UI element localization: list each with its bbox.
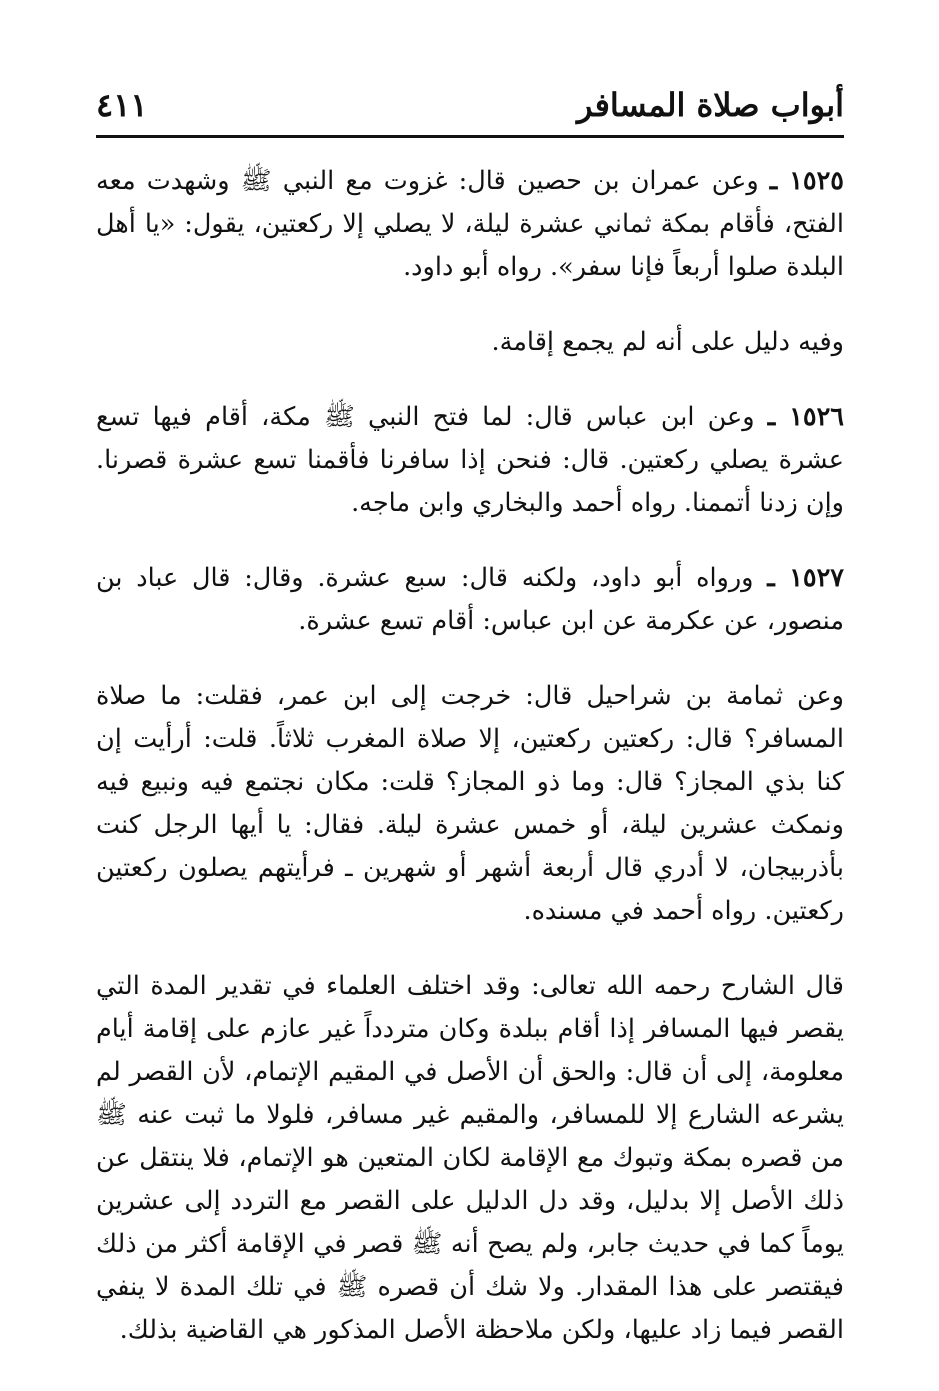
chapter-title: أبواب صلاة المسافر (576, 86, 844, 124)
note-text: وفيه دليل على أنه لم يجمع إقامة. (491, 327, 844, 357)
running-header (96, 84, 844, 138)
hadith-1526 (96, 396, 844, 525)
page-number: ٤١١ (96, 86, 148, 124)
commentary-text: قال الشارح رحمه الله تعالى: وقد اختلف العلماء في تقدير المدة التي يقصر فيها المسافر إذا أقام ببلدة وكان متردداً غير عازم على إقامة أيام معلومة، إلى أن قال: والحق أن الأصل في المقيم الإتمام، لأن القصر لم يشرعه الشارع إلا للمسافر، والمقيم غير مسافر، فلولا ما ثبت عنه ﷺ من قصره بمكة وتبوك مع الإقامة لكان المتعين هو الإتمام، فلا ينتقل عن ذلك الأصل إلا بدليل، وقد دل الدليل على القصر مع التردد إلى عشرين يوماً كما في حديث جابر، ولم يصح أنه ﷺ قصر في الإقامة أكثر من ذلك فيقتصر على هذا المقدار. ولا شك أن قصره ﷺ في تلك المدة لا ينفي القصر فيما زاد عليها، ولكن ملاحظة الأصل المذكور هي القاضية بذلك. (96, 971, 844, 1345)
commentary-paragraph (96, 965, 844, 1352)
commentary-note (96, 321, 844, 364)
thumama-narration (96, 675, 844, 933)
hadith-text: ورواه أبو داود، ولكنه قال: سبع عشرة. وقال: قال عباد بن منصور، عن عكرمة عن ابن عباس: أقام تسع عشرة. (96, 563, 844, 636)
hadith-number: ١٥٢٦ ـ (767, 402, 844, 432)
hadith-number: ١٥٢٧ ـ (767, 563, 844, 593)
narration-text: وعن ثمامة بن شراحيل قال: خرجت إلى ابن عمر، فقلت: ما صلاة المسافر؟ قال: ركعتين ركعتين، إلا صلاة المغرب ثلاثاً. قلت: أرأيت إن كنا بذي المجاز؟ قال: وما ذو المجاز؟ قلت: مكان نجتمع فيه ونبيع فيه ونمكث عشرين ليلة، أو خمس عشرة ليلة. فقال: يا أيها الرجل كنت بأذربيجان، لا أدري قال أربعة أشهر أو شهرين ـ فرأيتهم يصلون ركعتين ركعتين. رواه أحمد في مسنده. (96, 681, 844, 926)
body-text (96, 160, 844, 1352)
hadith-1525 (96, 160, 844, 289)
hadith-text: وعن ابن عباس قال: لما فتح النبي ﷺ مكة، أقام فيها تسع عشرة يصلي ركعتين. قال: فنحن إذا سافرنا فأقمنا تسع عشرة قصرنا. وإن زدنا أتممنا. رواه أحمد والبخاري وابن ماجه. (96, 402, 844, 518)
hadith-1527 (96, 557, 844, 643)
header-rule (96, 135, 844, 138)
hadith-text: وعن عمران بن حصين قال: غزوت مع النبي ﷺ وشهدت معه الفتح، فأقام بمكة ثماني عشرة ليلة، لا يصلي إلا ركعتين، يقول: «يا أهل البلدة صلوا أربعاً فإنا سفر». رواه أبو داود. (96, 166, 844, 282)
hadith-number: ١٥٢٥ ـ (769, 166, 844, 196)
